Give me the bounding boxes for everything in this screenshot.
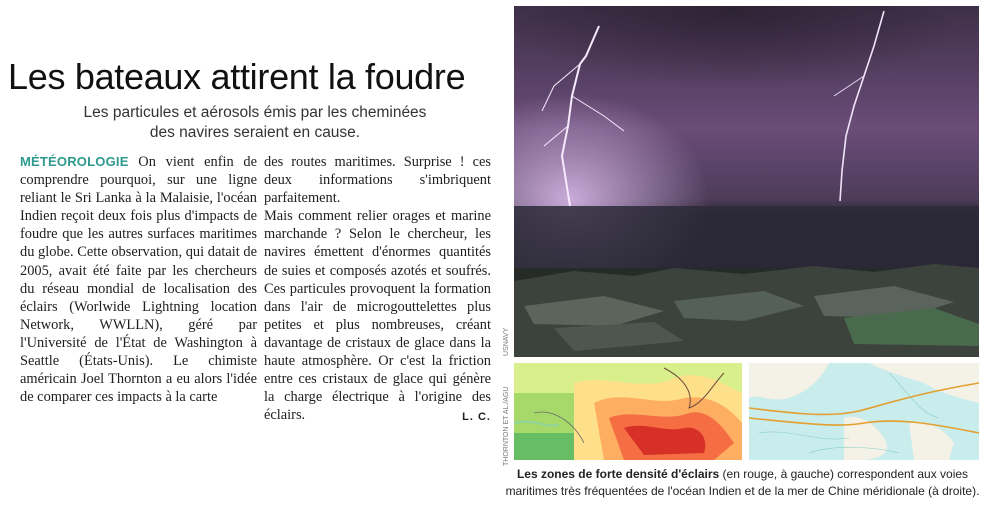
column-1-text: On vient enfin de comprendre pourquoi, sur une ligne reliant le Sri Lanka à la Malaisie, l'océan Indien reçoit deux fois plus d'impacts de foudre que les autres surfaces maritimes du globe. Cette observation, qui datait de 2005, avait été faite par les chercheurs du réseau mondial de localisation des éclairs (Worlwide Lightning location Network, WWLLN), géré par l'Université de l'État de Washington à Seattle (États-Unis). Le chimiste américain Joel Thornton a eu alors l'idée de comparer ces impacts à la carte bbox=[20, 154, 257, 406]
maps-credit: THORNTON ET AL./AGU bbox=[503, 386, 510, 466]
author-signature: L. C. bbox=[462, 411, 491, 424]
deck bbox=[40, 103, 470, 143]
headline: Les bateaux attirent la foudre bbox=[8, 56, 466, 97]
article-paragraph-2: des routes maritimes. Surprise ! ces deux informations s'imbriquent parfaitement. bbox=[264, 154, 491, 207]
article-column-1 bbox=[20, 153, 257, 406]
photo-credit: USNAVY bbox=[503, 327, 510, 356]
shipping-routes-map bbox=[749, 363, 979, 460]
article-paragraph-1 bbox=[20, 153, 257, 406]
figure-caption bbox=[500, 466, 985, 500]
lightning-density-map bbox=[514, 363, 742, 460]
column-2-text: Mais comment relier orages et marine marchande ? Selon le chercheur, les navires émettent d'énormes quantités de suies et composés azotés et soufrés. Ces particules provoquent la formation dans l'air de microgouttelettes plus petites et plus nombreuses, créant davantage de cristaux de glace dans la haute atmosphère. Or c'est la friction entre ces cristaux de glace qui génère la charge électrique à l'origine des éclairs. bbox=[264, 208, 491, 424]
lightning-photo bbox=[514, 6, 979, 357]
article-paragraph-3 bbox=[264, 207, 491, 424]
rubric-label: MÉTÉOROLOGIE bbox=[20, 154, 129, 169]
article-column-2 bbox=[264, 153, 491, 426]
deck-line-2: des navires seraient en cause. bbox=[149, 124, 361, 141]
deck-line-1: Les particules et aérosols émis par les cheminées bbox=[83, 104, 427, 121]
caption-text: (en rouge, à gauche) correspondent aux voies maritimes très fréquentées de l'océan Indien et de la mer de Chine méridionale (à droite). bbox=[505, 467, 980, 498]
caption-bold: Les zones de forte densité d'éclairs bbox=[516, 467, 720, 481]
aircraft-carrier-deck bbox=[514, 264, 979, 357]
